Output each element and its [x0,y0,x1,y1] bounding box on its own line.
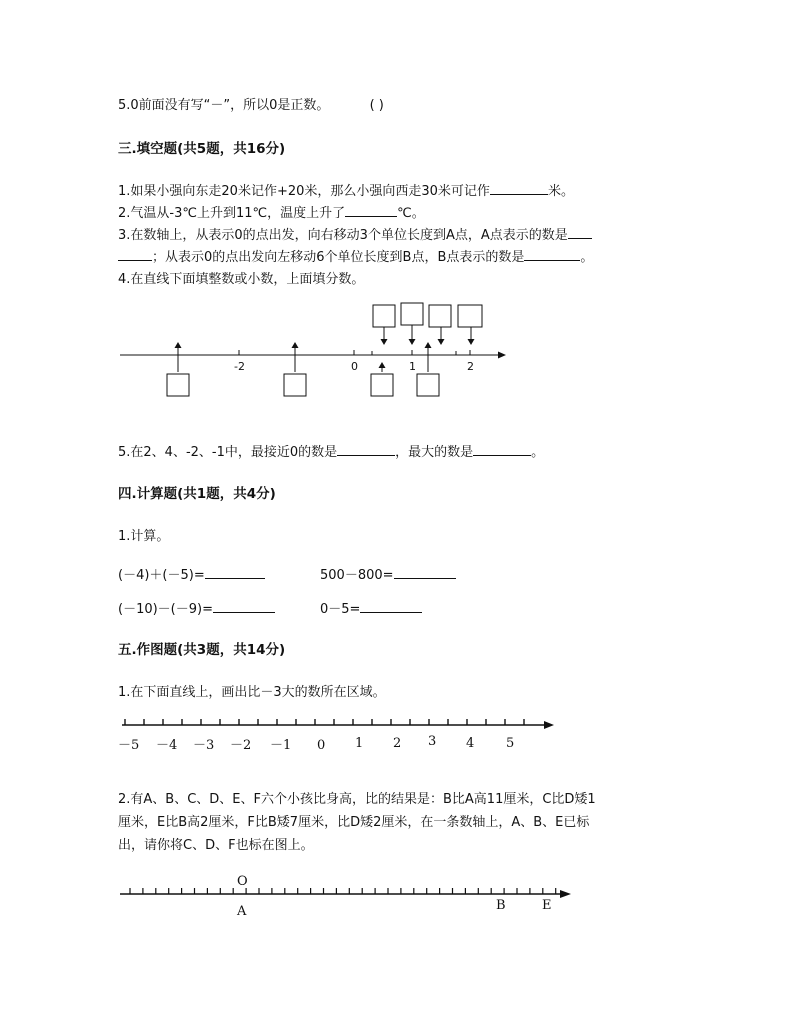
tick-label: 2 [393,736,402,751]
fill-item-3-line-2 [118,246,593,265]
fill-item-3-text-1: 3.在数轴上，从表示0的点出发，向右移动3个单位长度到A点，A点表示的数是 [118,228,568,243]
arrow-down-icon [468,339,475,345]
arrow-up-icon [425,342,432,348]
section-3-heading: 三.填空题(共5题，共16分) [118,141,286,157]
calc-title: 1.计算。 [118,529,170,544]
answer-blank[interactable] [394,566,456,579]
fill-item-5 [118,441,544,460]
calc-item-d [320,598,422,617]
tick-label: 4 [466,736,475,751]
draw-item-2-line-2: 厘米，E比B高2厘米，F比B矮7厘米，比D矮2厘米，在一条数轴上，A、B、E已标 [118,815,590,830]
answer-blank[interactable] [345,204,397,217]
answer-box [458,305,482,327]
draw-item-2-line-1: 2.有A、B、C、D、E、F六个小孩比身高，比的结果是：B比A高11厘米，C比D矮1 [118,792,596,807]
tick-label: 0 [351,360,358,373]
tick-label: 5 [506,736,515,751]
answer-box [284,374,306,396]
section-5-heading: 五.作图题(共3题，共14分) [118,642,286,658]
axis-arrow-icon [560,890,571,898]
answer-box [429,305,451,327]
answer-box [371,374,393,396]
fill-item-1-unit: 米。 [547,184,574,199]
tick-label: －4 [156,738,178,753]
arrow-down-icon [381,339,388,345]
answer-box [401,303,423,325]
fill-item-4: 4.在直线下面填整数或小数，上面填分数。 [118,272,365,287]
draw-item-1: 1.在下面直线上，画出比－3大的数所在区域。 [118,685,386,700]
arrow-up-icon [175,342,182,348]
answer-box [167,374,189,396]
tick-label: －5 [118,738,140,753]
tick-label: 1 [355,736,364,751]
fill-item-3-end: 。 [580,250,594,265]
judge-item-5 [118,94,384,113]
answer-blank[interactable] [473,443,531,456]
point-label-b: B [496,898,506,913]
fill-item-2 [118,202,425,221]
answer-box [417,374,439,396]
calc-item-a [118,564,265,583]
fill-item-5-text-1: 5.在2、4、-2、-1中，最接近0的数是 [118,445,338,460]
answer-box [373,305,395,327]
tick-label: 0 [317,738,326,753]
axis-arrow-icon [544,721,554,729]
calc-expression: 500－800= [320,568,394,583]
answer-blank[interactable] [205,566,265,579]
point-label-a: A [237,904,247,919]
point-label-e: E [542,898,552,913]
calc-expression: (－4)＋(－5)= [118,568,205,583]
tick-label: -2 [234,360,245,373]
calc-expression: (－10)－(－9)= [118,602,213,617]
calc-item-c [118,598,275,617]
number-line-draw[interactable] [110,712,570,756]
fill-item-3-line-1 [118,224,592,243]
arrow-up-icon [292,342,299,348]
fill-item-1 [118,180,574,199]
draw-item-2-line-3: 出，请你将C、D、F也标在图上。 [118,838,314,853]
arrow-up-icon [379,362,386,368]
tick-label: 3 [428,734,437,749]
fill-item-5-text-2: ，最大的数是 [395,445,474,460]
answer-blank[interactable] [337,443,395,456]
answer-blank[interactable] [524,248,580,261]
fill-item-1-text: 1.如果小强向东走20米记作+20米，那么小强向西走30米可记作 [118,184,490,199]
fill-item-2-text: 2.气温从-3℃上升到11℃，温度上升了 [118,206,346,221]
number-line-fill [110,296,520,406]
calc-item-b [320,564,456,583]
tick-label: 2 [467,360,474,373]
answer-blank[interactable] [360,600,422,613]
section-4-heading: 四.计算题(共1题，共4分) [118,486,276,502]
calc-expression: 0－5= [320,602,361,617]
arrow-down-icon [409,339,416,345]
fill-item-5-end: 。 [531,445,545,460]
judge-item-5-text: 5.0前面没有写“－”，所以0是正数。 [118,98,330,113]
tick-label: －1 [270,738,292,753]
fill-item-2-unit: ℃。 [397,206,425,221]
answer-blank[interactable] [568,226,592,239]
origin-label: O [237,874,248,889]
tick-label: －2 [230,738,252,753]
axis-arrow-icon [498,352,506,359]
arrow-down-icon [438,339,445,345]
answer-blank[interactable] [118,248,152,261]
number-line-heights[interactable] [110,868,580,920]
answer-blank[interactable] [213,600,275,613]
answer-parentheses: ( ) [369,98,384,113]
tick-label: －3 [193,738,215,753]
tick-label: 1 [409,360,416,373]
answer-blank[interactable] [490,182,548,195]
fill-item-3-text-2: ；从表示0的点出发向左移动6个单位长度到B点，B点表示的数是 [152,250,525,265]
